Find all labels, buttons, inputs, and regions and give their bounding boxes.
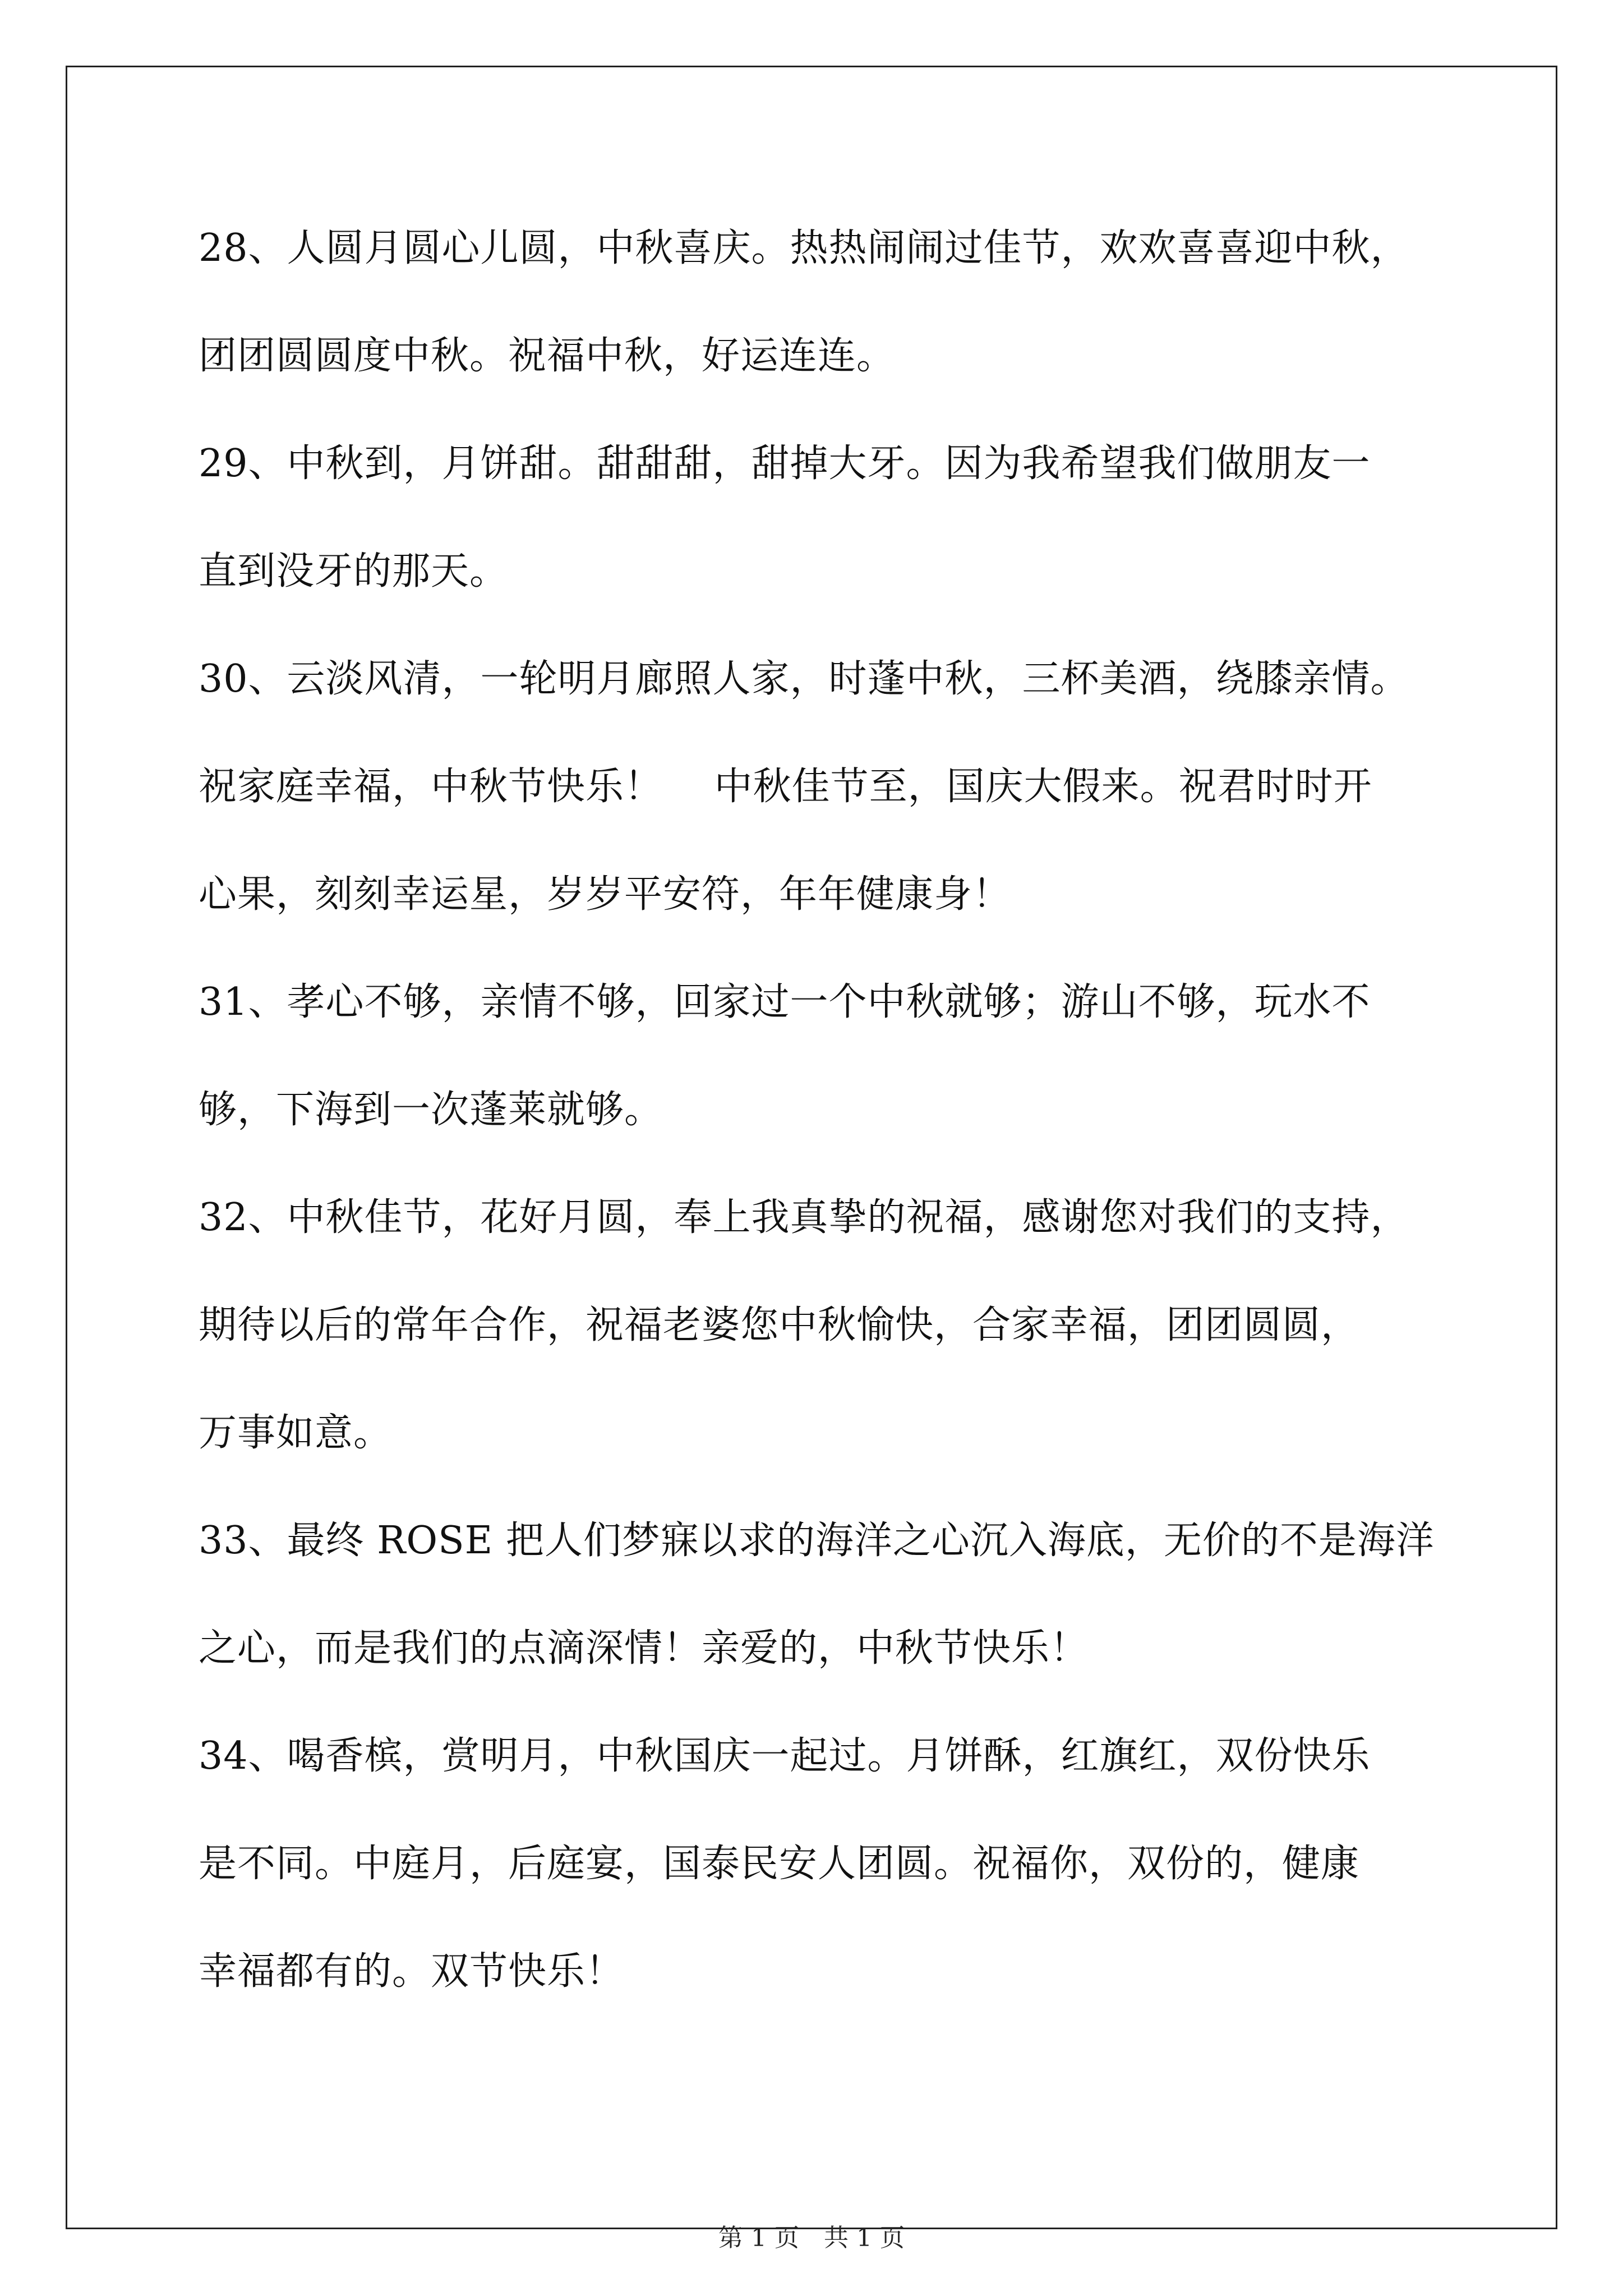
text-line: 33、最终 ROSE 把人们梦寐以求的海洋之心沉入海底，无价的不是海洋: [199, 1519, 1435, 1563]
text-line: 34、喝香槟，赏明月，中秋国庆一起过。月饼酥，红旗红，双份快乐: [199, 1734, 1371, 1778]
text-line: 30、云淡风清，一轮明月廊照人家，时蓬中秋，三杯美酒，绕膝亲情。: [199, 657, 1409, 701]
text-line: 31、孝心不够，亲情不够，回家过一个中秋就够；游山不够，玩水不: [199, 980, 1371, 1024]
text-line: 29、中秋到，月饼甜。甜甜甜，甜掉大牙。因为我希望我们做朋友一: [199, 441, 1371, 486]
text-line: 团团圆圆度中秋。祝福中秋，好运连连。: [199, 334, 896, 378]
text-line: 祝家庭幸福，中秋节快乐！ 中秋佳节至，国庆大假来。祝君时时开: [199, 765, 1372, 809]
text-line: 直到没牙的那天。: [199, 549, 509, 593]
text-line: 32、中秋佳节，花好月圆，奉上我真挚的祝福，感谢您对我们的支持，: [199, 1195, 1409, 1240]
page-number-footer: 第 1 页 共 1 页: [718, 2224, 905, 2252]
text-line: 幸福都有的。双节快乐！: [199, 1949, 625, 1994]
text-line: 28、人圆月圆心儿圆，中秋喜庆。热热闹闹过佳节，欢欢喜喜迎中秋，: [199, 226, 1409, 270]
text-line: 够，下海到一次蓬莱就够。: [199, 1088, 663, 1132]
text-line: 期待以后的常年合作，祝福老婆您中秋愉快，合家幸福，团团圆圆，: [199, 1303, 1360, 1347]
text-line: 万事如意。: [199, 1411, 393, 1455]
text-line: 之心，而是我们的点滴深情！亲爱的，中秋节快乐！: [199, 1626, 1089, 1671]
document-body: [199, 218, 1472, 2049]
text-line: 心果，刻刻幸运星，岁岁平安符，年年健康身！: [199, 872, 1012, 917]
text-line: 是不同。中庭月，后庭宴，国泰民安人团圆。祝福你，双份的，健康: [199, 1842, 1360, 1886]
